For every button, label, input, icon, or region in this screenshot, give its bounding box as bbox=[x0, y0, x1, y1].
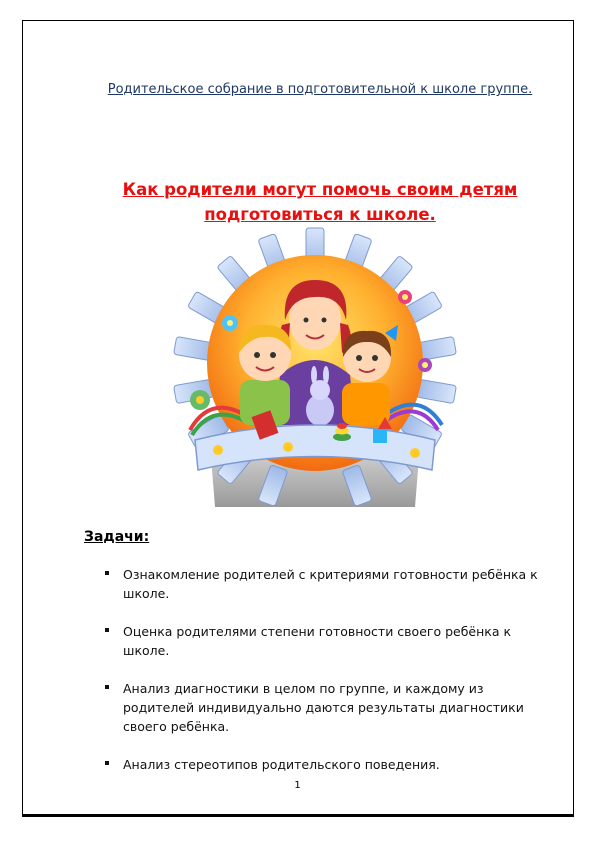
task-text: Ознакомление родителей с критериями готовности ребёнка к школе. bbox=[123, 567, 538, 601]
list-item bbox=[105, 755, 555, 774]
list-item bbox=[105, 622, 555, 660]
task-text: Оценка родителями степени готовности своего ребёнка к школе. bbox=[123, 624, 512, 658]
page-title: Как родители могут помочь своим детям подготовиться к школе. bbox=[122, 180, 518, 224]
page-border-bottom bbox=[22, 814, 574, 817]
task-text: Анализ стереотипов родительского поведения. bbox=[123, 757, 440, 772]
meeting-subtitle: Родительское собрание в подготовительной к школе группе. bbox=[107, 82, 533, 97]
list-item bbox=[105, 679, 555, 736]
bullet-icon bbox=[105, 571, 109, 575]
list-item bbox=[105, 565, 555, 603]
teacher-children-illustration-icon bbox=[170, 225, 460, 515]
bullet-icon bbox=[105, 685, 109, 689]
tasks-heading: Задачи: bbox=[84, 529, 150, 545]
bullet-icon bbox=[105, 761, 109, 765]
cube-toy-icon bbox=[373, 429, 387, 443]
task-text: Анализ диагностики в целом по группе, и каждому из родителей индивидуально даются результаты диагностики своего ребёнка. bbox=[123, 681, 524, 734]
page-number: 1 bbox=[294, 780, 301, 791]
tasks-list bbox=[105, 565, 555, 793]
bullet-icon bbox=[105, 628, 109, 632]
